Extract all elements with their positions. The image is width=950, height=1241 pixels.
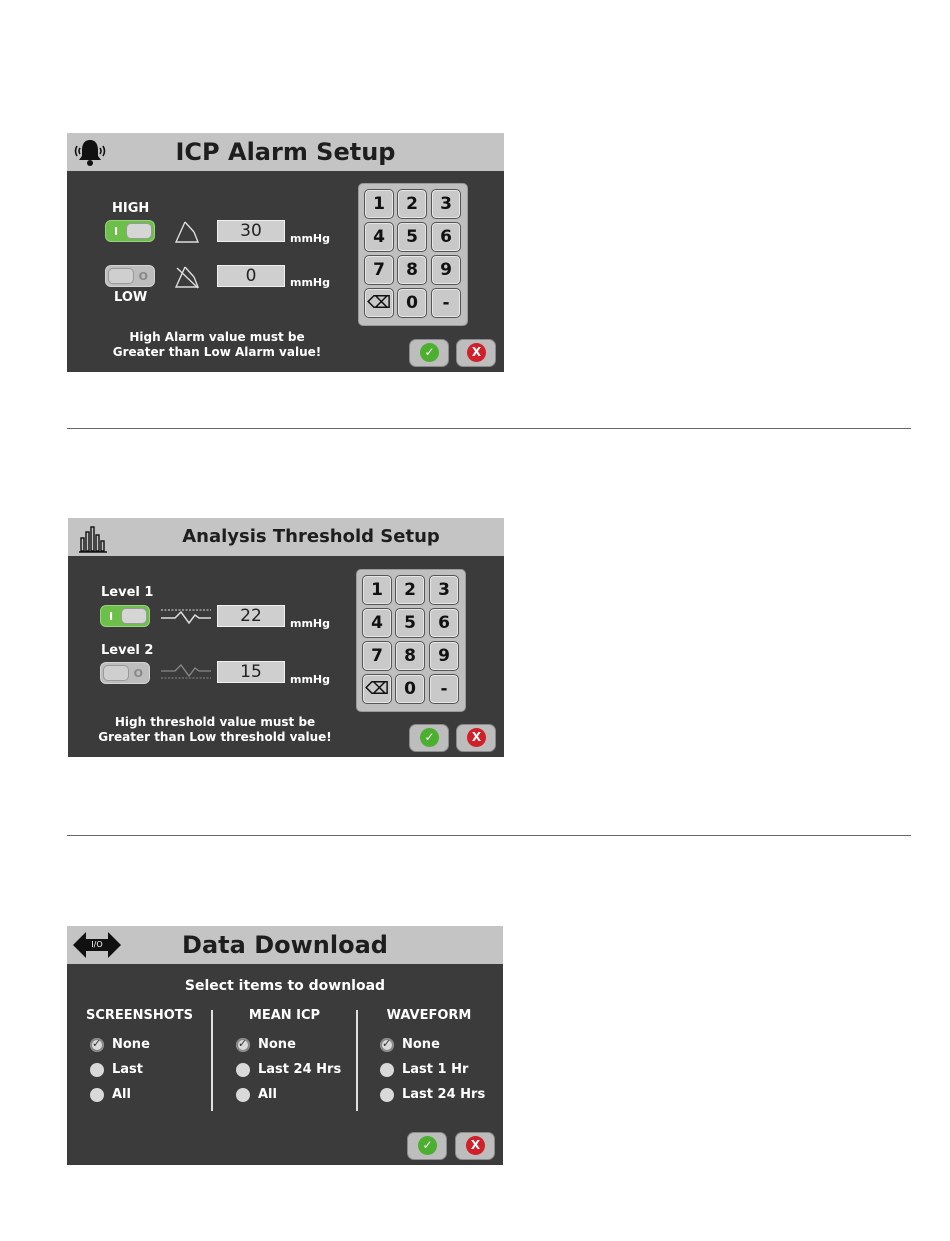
high-alarm-toggle[interactable] <box>105 220 155 242</box>
toggle-knob <box>103 665 129 681</box>
column-separator <box>211 1010 213 1111</box>
close-icon: X <box>466 1136 485 1155</box>
waveform-option-last-24-hrs[interactable] <box>380 1087 495 1105</box>
mean-icp-column-header: MEAN ICP <box>248 1008 321 1023</box>
key-9[interactable]: 9 <box>431 255 461 285</box>
radio-icon <box>90 1063 104 1077</box>
message-line-1: High threshold value must be <box>114 715 316 729</box>
mean-icp-option-none[interactable] <box>236 1037 346 1055</box>
io-label: I/O <box>91 940 103 949</box>
level-2-toggle[interactable] <box>100 662 150 684</box>
level-1-label: Level 1 <box>101 585 154 600</box>
confirm-button[interactable] <box>409 339 449 367</box>
data-download-panel <box>67 926 503 1165</box>
close-icon: X <box>467 728 486 747</box>
backspace-key[interactable]: ⌫ <box>362 674 392 704</box>
option-label: None <box>112 1037 150 1052</box>
radio-icon <box>236 1088 250 1102</box>
key-4[interactable]: 4 <box>362 608 392 638</box>
option-label: None <box>258 1037 296 1052</box>
option-label: Last 24 Hrs <box>402 1087 486 1102</box>
option-label: Last 1 Hr <box>402 1062 469 1077</box>
radio-selected-icon <box>90 1038 104 1052</box>
key-7[interactable]: 7 <box>362 641 392 671</box>
key-8[interactable]: 8 <box>397 255 427 285</box>
level-2-unit: mmHg <box>290 673 331 686</box>
mean-icp-option-last-24-hrs[interactable] <box>236 1062 346 1080</box>
toggle-knob <box>126 223 152 239</box>
radio-selected-icon <box>380 1038 394 1052</box>
option-label: All <box>258 1087 277 1102</box>
key-0[interactable]: 0 <box>395 674 425 704</box>
key-1[interactable]: 1 <box>362 575 392 605</box>
low-alarm-muted-icon <box>173 264 201 294</box>
waveform-option-none[interactable] <box>380 1037 495 1055</box>
screenshots-column-header: SCREENSHOTS <box>85 1008 194 1023</box>
waveform-threshold-icon <box>159 606 213 630</box>
screenshots-option-last[interactable] <box>90 1062 190 1080</box>
panel-title: Data Download <box>182 931 388 959</box>
key-1[interactable]: 1 <box>364 189 394 219</box>
checkmark-icon: ✓ <box>420 343 439 362</box>
numeric-keypad <box>358 183 468 326</box>
high-alarm-unit: mmHg <box>290 232 331 245</box>
close-icon: X <box>467 343 486 362</box>
confirm-button[interactable] <box>407 1132 447 1160</box>
low-label: LOW <box>114 290 148 305</box>
icp-alarm-setup-panel <box>67 133 504 372</box>
key-6[interactable]: 6 <box>431 222 461 252</box>
waveform-threshold-icon <box>159 663 213 687</box>
bar-chart-icon <box>79 524 109 558</box>
divider <box>67 428 911 429</box>
option-label: Last <box>112 1062 144 1077</box>
numeric-keypad <box>356 569 466 712</box>
download-subtitle: Select items to download <box>184 978 386 994</box>
key-3[interactable]: 3 <box>431 189 461 219</box>
divider <box>67 835 911 836</box>
key-9[interactable]: 9 <box>429 641 459 671</box>
minus-key[interactable]: - <box>431 288 461 318</box>
confirm-button[interactable] <box>409 724 449 752</box>
level-1-value-field[interactable]: 22 <box>217 605 285 627</box>
toggle-off-mark: O <box>133 667 143 680</box>
key-3[interactable]: 3 <box>429 575 459 605</box>
backspace-key[interactable]: ⌫ <box>364 288 394 318</box>
validation-message <box>97 330 337 360</box>
radio-selected-icon <box>236 1038 250 1052</box>
low-alarm-unit: mmHg <box>290 276 331 289</box>
screenshots-option-none[interactable] <box>90 1037 190 1055</box>
mean-icp-option-all[interactable] <box>236 1087 346 1105</box>
key-6[interactable]: 6 <box>429 608 459 638</box>
level-1-toggle[interactable] <box>100 605 150 627</box>
checkmark-icon: ✓ <box>420 728 439 747</box>
waveform-option-last-1-hr[interactable] <box>380 1062 495 1080</box>
radio-icon <box>90 1088 104 1102</box>
waveform-column-header: WAVEFORM <box>386 1008 472 1023</box>
cancel-button[interactable] <box>456 724 496 752</box>
key-4[interactable]: 4 <box>364 222 394 252</box>
high-label: HIGH <box>112 201 150 216</box>
toggle-on-mark: I <box>109 610 114 623</box>
panel-title: ICP Alarm Setup <box>175 138 396 166</box>
radio-icon <box>380 1063 394 1077</box>
key-5[interactable]: 5 <box>397 222 427 252</box>
message-line-2: Greater than Low Alarm value! <box>112 345 322 359</box>
message-line-2: Greater than Low threshold value! <box>98 730 332 744</box>
checkmark-icon: ✓ <box>418 1136 437 1155</box>
cancel-button[interactable] <box>456 339 496 367</box>
high-alarm-icon <box>173 219 201 249</box>
level-2-label: Level 2 <box>101 643 154 658</box>
key-0[interactable]: 0 <box>397 288 427 318</box>
toggle-knob <box>108 268 134 284</box>
key-5[interactable]: 5 <box>395 608 425 638</box>
key-8[interactable]: 8 <box>395 641 425 671</box>
option-label: All <box>112 1087 131 1102</box>
validation-message <box>90 715 340 745</box>
toggle-knob <box>121 608 147 624</box>
key-2[interactable]: 2 <box>395 575 425 605</box>
toggle-off-mark: O <box>138 270 148 283</box>
low-alarm-value-field[interactable]: 0 <box>217 265 285 287</box>
option-label: None <box>402 1037 440 1052</box>
key-2[interactable]: 2 <box>397 189 427 219</box>
key-7[interactable]: 7 <box>364 255 394 285</box>
toggle-on-mark: I <box>114 225 119 238</box>
option-label: Last 24 Hrs <box>258 1062 342 1077</box>
panel-title: Analysis Threshold Setup <box>182 526 440 547</box>
radio-icon <box>236 1063 250 1077</box>
high-alarm-value-field[interactable]: 30 <box>217 220 285 242</box>
radio-icon <box>380 1088 394 1102</box>
level-2-value-field[interactable]: 15 <box>217 661 285 683</box>
message-line-1: High Alarm value must be <box>129 330 305 344</box>
analysis-threshold-setup-panel <box>68 518 504 757</box>
column-separator <box>356 1010 358 1111</box>
cancel-button[interactable] <box>455 1132 495 1160</box>
screenshots-option-all[interactable] <box>90 1087 190 1105</box>
minus-key[interactable]: - <box>429 674 459 704</box>
low-alarm-toggle[interactable] <box>105 265 155 287</box>
level-1-unit: mmHg <box>290 617 331 630</box>
